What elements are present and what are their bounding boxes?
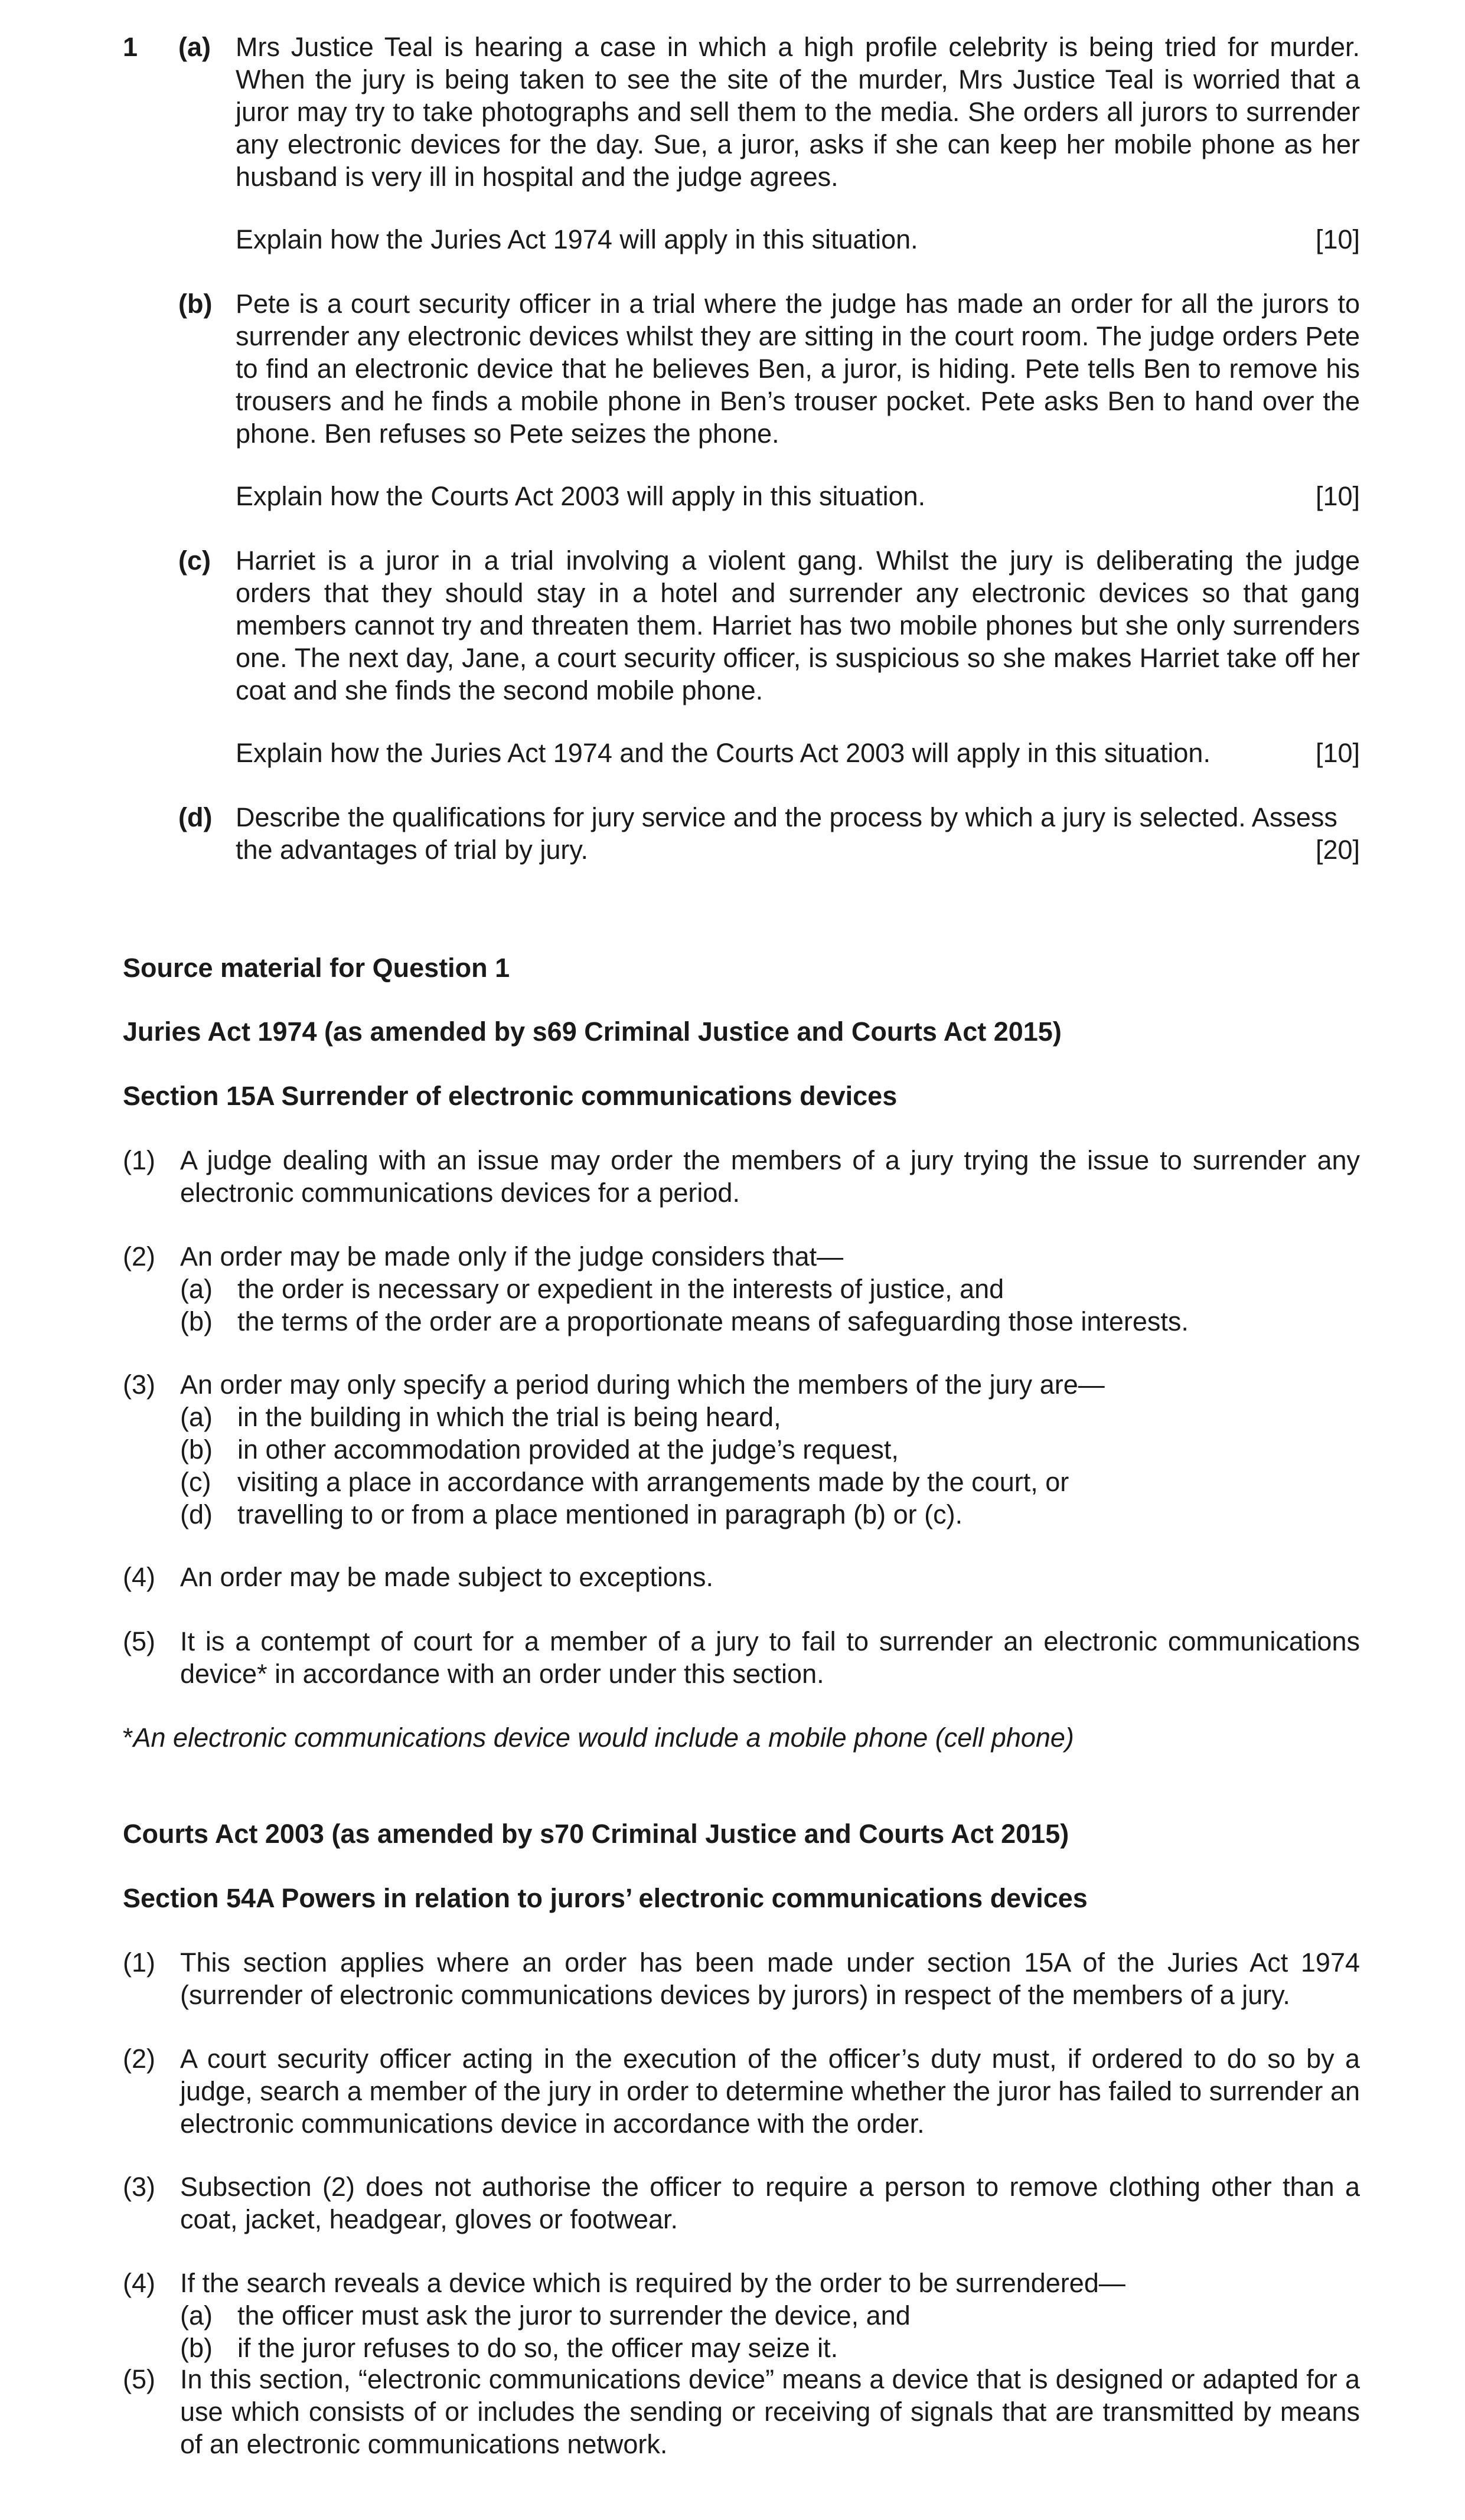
part-label: (c): [178, 545, 211, 576]
sub-item-text: visiting a place in accordance with arrangements made by the court, or: [237, 1467, 1069, 1497]
footnote-text: An electronic communications device would include a mobile phone (cell phone): [133, 1723, 1074, 1753]
item-number: (4): [123, 1562, 155, 1592]
sub-item-text: the order is necessary or expedient in the interests of justice, and: [237, 1274, 1004, 1304]
juries-act-section-title: Section 15A Surrender of electronic communications devices: [123, 1081, 898, 1111]
sub-item-text: the terms of the order are a proportionate means of safeguarding those interests.: [237, 1306, 1189, 1336]
part-label: (a): [178, 32, 211, 62]
courts-act-item-5: [123, 2363, 1360, 2460]
courts-act-item-4: [123, 2267, 1360, 2364]
mark-allocation: [10]: [1315, 224, 1360, 254]
sub-item: [180, 2332, 1360, 2364]
item-number: (1): [123, 1947, 155, 1978]
item-number: (2): [123, 1241, 155, 1272]
sub-item-text: if the juror refuses to do so, the officer may seize it.: [237, 2333, 838, 2363]
part-label: (b): [178, 289, 213, 319]
courts-act-item-2: [123, 2042, 1360, 2140]
part-a-task: [236, 223, 1360, 256]
item-text: A judge dealing with an issue may order the members of a jury trying the issue to surrender any electronic communications devices for a period.: [180, 1145, 1360, 1208]
mark-allocation: [10]: [1315, 481, 1360, 511]
item-text: In this section, “electronic communications device” means a device that is designed or adapted for a use which consists of or includes the sending or receiving of signals that are transmitted by means of an electronic communications network.: [180, 2364, 1360, 2459]
item-text: An order may be made subject to exceptions.: [180, 1562, 713, 1592]
sub-item-label: (a): [180, 1402, 213, 1432]
mark-allocation: [10]: [1315, 738, 1360, 768]
sub-item-text: in other accommodation provided at the judge’s request,: [237, 1434, 899, 1465]
sub-item: [180, 1273, 1360, 1305]
item-number: (3): [123, 1370, 155, 1400]
part-b-task: [236, 480, 1360, 512]
part-c: [178, 544, 1360, 707]
footnote-marker: *: [123, 1723, 133, 1753]
item-number: (3): [123, 2172, 155, 2202]
juries-act-item-5: [123, 1625, 1360, 1690]
juries-act-item-4: [123, 1561, 1360, 1593]
item-text: It is a contempt of court for a member of a jury to fail to surrender an electronic communications device* in accordance with an order under this section.: [180, 1626, 1360, 1689]
sub-item-label: (b): [180, 1434, 213, 1465]
sub-item-label: (a): [180, 2300, 213, 2331]
item-text: An order may be made only if the judge considers that—: [180, 1241, 844, 1272]
part-b: [178, 287, 1360, 450]
sub-item: [180, 1401, 1360, 1433]
juries-act-item-3: [123, 1368, 1360, 1531]
sub-item-label: (c): [180, 1467, 211, 1497]
mark-allocation: [20]: [1315, 835, 1360, 865]
part-text: Mrs Justice Teal is hearing a case in which a high profile celebrity is being tried for murder. When the jury is being taken to see the site of the murder, Mrs Justice Teal is worried that a juror may try to take photographs and sell them to the media. She orders all jurors to surrender any electronic devices for the day. Sue, a juror, asks if she can keep her mobile phone as her husband is very ill in hospital and the judge agrees.: [236, 32, 1360, 192]
task-text: Explain how the Juries Act 1974 will apply in this situation.: [236, 224, 918, 254]
courts-act-section-title: Section 54A Powers in relation to jurors’ electronic communications devices: [123, 1883, 1088, 1913]
item-number: (2): [123, 2044, 155, 2074]
sub-item-text: travelling to or from a place mentioned in paragraph (b) or (c).: [237, 1499, 963, 1529]
juries-act-item-1: [123, 1144, 1360, 1209]
part-text: Pete is a court security officer in a trial where the judge has made an order for all the jurors to surrender any electronic devices whilst they are sitting in the court room. The judge orders Pete to find an electronic device that he believes Ben, a juror, is hiding. Pete tells Ben to remove his trousers and he finds a mobile phone in Ben’s trouser pocket. Pete asks Ben to hand over the phone. Ben refuses so Pete seizes the phone.: [236, 289, 1360, 449]
footnote: [123, 1721, 1360, 1754]
part-a: [178, 31, 1360, 193]
juries-act-item-2: [123, 1240, 1360, 1338]
courts-act-title: Courts Act 2003 (as amended by s70 Criminal Justice and Courts Act 2015): [123, 1819, 1069, 1849]
part-text-line: Describe the qualifications for jury service and the process by which a jury is selected. Assess: [236, 802, 1337, 832]
part-text-line: the advantages of trial by jury.: [236, 835, 588, 865]
item-number: (1): [123, 1145, 155, 1175]
task-text: Explain how the Courts Act 2003 will apply in this situation.: [236, 481, 926, 511]
item-text: If the search reveals a device which is required by the order to be surrendered—: [180, 2268, 1125, 2298]
sub-item: [180, 1305, 1360, 1338]
part-text: Harriet is a juror in a trial involving a violent gang. Whilst the jury is deliberating the judge orders that they should stay in a hotel and surrender any electronic devices so that gang members cannot try and threaten them. Harriet has two mobile phones but she only surrenders one. The next day, Jane, a court security officer, is suspicious so she makes Harriet take off her coat and she finds the second mobile phone.: [236, 545, 1360, 705]
item-number: (4): [123, 2268, 155, 2298]
part-label: (d): [178, 802, 213, 832]
part-d: [178, 801, 1360, 866]
item-text: Subsection (2) does not authorise the officer to require a person to remove clothing other than a coat, jacket, headgear, gloves or footwear.: [180, 2172, 1360, 2234]
juries-act-title: Juries Act 1974 (as amended by s69 Criminal Justice and Courts Act 2015): [123, 1017, 1062, 1047]
courts-act-item-3: [123, 2171, 1360, 2235]
source-heading: Source material for Question 1: [123, 953, 510, 983]
item-text: An order may only specify a period during which the members of the jury are—: [180, 1370, 1105, 1400]
sub-item-label: (a): [180, 1274, 213, 1304]
item-text: A court security officer acting in the execution of the officer’s duty must, if ordered to do so by a judge, search a member of the jury in order to determine whether the juror has failed to surrender an electronic communications device in accordance with the order.: [180, 2044, 1360, 2139]
sub-item-text: the officer must ask the juror to surrender the device, and: [237, 2300, 911, 2331]
item-text: This section applies where an order has been made under section 15A of the Juries Act 1974 (surrender of electronic communications devices by jurors) in respect of the members of a jury.: [180, 1947, 1360, 2010]
sub-item-label: (d): [180, 1499, 213, 1529]
question-number: 1: [123, 32, 138, 62]
sub-item: [180, 1466, 1360, 1498]
item-number: (5): [123, 1626, 155, 1656]
sub-item: [180, 1498, 1360, 1531]
part-c-task: [236, 737, 1360, 769]
courts-act-item-1: [123, 1946, 1360, 2011]
task-text: Explain how the Juries Act 1974 and the Courts Act 2003 will apply in this situation.: [236, 738, 1210, 768]
item-number: (5): [123, 2364, 155, 2394]
sub-item-text: in the building in which the trial is being heard,: [237, 1402, 781, 1432]
sub-item: [180, 2299, 1360, 2332]
sub-item-label: (b): [180, 2333, 213, 2363]
sub-item-label: (b): [180, 1306, 213, 1336]
sub-item: [180, 1433, 1360, 1466]
